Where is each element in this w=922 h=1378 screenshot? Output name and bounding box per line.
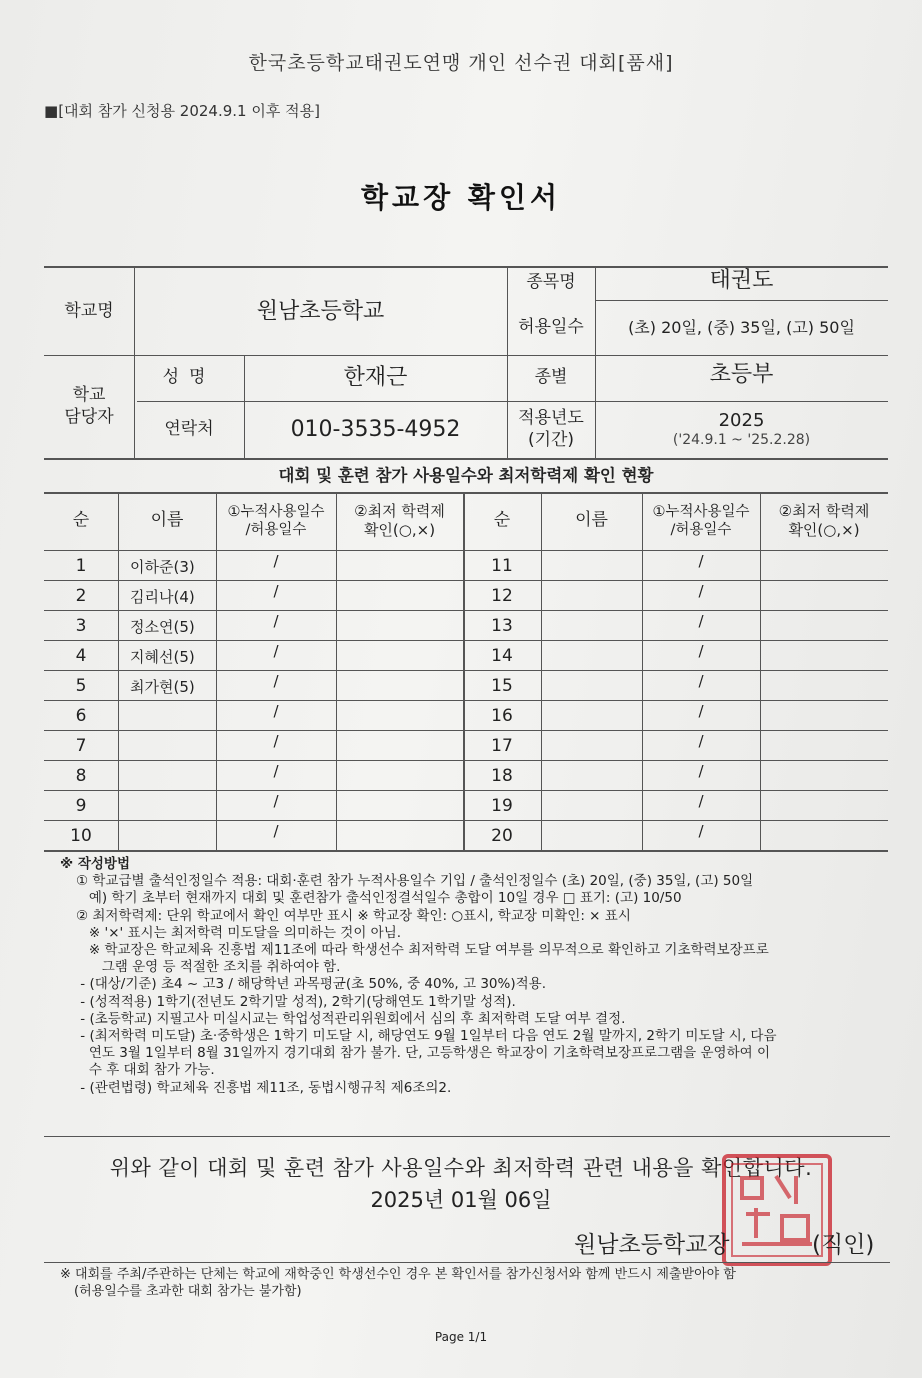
header-name: 이름 (575, 510, 608, 531)
row-name (541, 612, 642, 642)
row-academic (336, 642, 463, 672)
row-academic (336, 732, 463, 762)
header-no: 순 (493, 510, 511, 531)
category-value: 초등부 (709, 362, 774, 388)
row-days: / (273, 761, 279, 780)
row-days: / (273, 671, 279, 690)
row-days: / (698, 791, 704, 810)
year-period: ('24.9.1 ~ '25.2.28) (672, 432, 811, 448)
document-header: 한국초등학교태권도연맹 개인 선수권 대회[품새] (248, 52, 674, 74)
row-academic (336, 552, 463, 582)
row-name (118, 822, 216, 852)
row-no: 2 (75, 586, 87, 607)
row-no: 6 (75, 706, 87, 727)
row-no: 1 (75, 556, 87, 577)
row-days: / (698, 731, 704, 750)
year-label-line1: 적용년도 (518, 408, 584, 429)
row-no: 13 (491, 616, 513, 637)
row-days: / (273, 791, 279, 810)
row-name (118, 762, 216, 792)
header-name: 이름 (150, 510, 184, 531)
row-academic (336, 672, 463, 702)
principal-signature: 원남초등학교장 (574, 1232, 730, 1258)
row-academic (760, 552, 888, 582)
section-title: 대회 및 훈련 참가 사용일수와 최저학력제 확인 현황 (278, 465, 654, 485)
row-name (541, 732, 642, 762)
note-line: - (대상/기준) 초4 ~ 고3 / 해당학년 과목평균(초 50%, 중 40%, 고 30%)적용. (76, 976, 546, 993)
row-days: / (273, 581, 279, 600)
row-name: 이하준(3) (130, 557, 195, 576)
header-no: 순 (72, 510, 90, 531)
row-no: 20 (491, 826, 513, 847)
row-academic (760, 822, 888, 852)
row-name (541, 702, 642, 732)
note-line: 예) 학기 초부터 현재까지 대회 및 훈련참가 출석인정결석일수 총합이 10일 경우 □ 표기: (고) 10/50 (76, 890, 682, 907)
notes-title: ※ 작성방법 (60, 856, 130, 872)
allowed-days-value: (초) 20일, (중) 35일, (고) 50일 (628, 317, 855, 337)
category-label: 종별 (534, 367, 568, 388)
row-name (541, 672, 642, 702)
confirmation-text: 위와 같이 대회 및 훈련 참가 사용일수와 최저학력 관련 내용을 확인합니다. (109, 1156, 813, 1180)
row-days: / (273, 701, 279, 720)
row-academic (336, 612, 463, 642)
row-days: / (698, 821, 704, 840)
note-line: ※ 학교장은 학교체육 진흥법 제11조에 따라 학생선수 최저학력 도달 여부를 의무적으로 확인하고 기초학력보장프로 (76, 942, 769, 959)
row-academic (336, 702, 463, 732)
row-name: 정소연(5) (130, 617, 195, 636)
sport-value: 태권도 (709, 268, 774, 294)
row-no: 5 (75, 676, 87, 697)
footer-line1: ※ 대회를 주최/주관하는 단체는 학교에 재학중인 학생선수인 경우 본 확인서를 참가신청서와 함께 반드시 제출받아야 함 (60, 1267, 736, 1282)
row-days: / (698, 611, 704, 630)
row-academic (336, 792, 463, 822)
row-no: 16 (491, 706, 513, 727)
row-days: / (273, 641, 279, 660)
row-days: / (273, 731, 279, 750)
school-name-label: 학교명 (64, 300, 114, 321)
row-name (541, 582, 642, 612)
row-name (541, 822, 642, 852)
row-no: 7 (75, 736, 87, 757)
row-no: 14 (491, 646, 513, 667)
note-line: - (관련법령) 학교체육 진흥법 제11조, 동법시행규칙 제6조의2. (76, 1079, 452, 1096)
row-name (541, 792, 642, 822)
name-value: 한재근 (343, 365, 408, 391)
note-line: - (최저학력 미도달) 초·중학생은 1학기 미도달 시, 해당연도 9월 1일부터 다음 연도 2월 말까지, 2학기 미도달 시, 다음 (76, 1028, 777, 1045)
row-days: / (698, 761, 704, 780)
form-note: [대회 참가 신청용 2024.9.1 이후 적용] (58, 102, 320, 120)
row-name: 김리나(4) (130, 587, 195, 606)
manager-label-line2: 담당자 (64, 406, 114, 427)
note-line: ① 학교급별 출석인정일수 적용: 대회·훈련 참가 누적사용일수 기입 / 출석인정일수 (초) 20일, (중) 35일, (고) 50일 (76, 873, 754, 890)
row-days: / (698, 701, 704, 720)
seal-label: (직인) (812, 1232, 875, 1258)
sport-label: 종목명 (526, 272, 576, 293)
header-academic: ②최저 학력제 확인(○,×) (778, 502, 870, 539)
row-name (541, 762, 642, 792)
row-academic (760, 612, 888, 642)
row-name (541, 642, 642, 672)
year-value-main: 2025 (718, 409, 765, 431)
row-no: 19 (491, 796, 513, 817)
issue-date: 2025년 01월 06일 (370, 1188, 552, 1212)
note-line: ※ '×' 표시는 최저학력 미도달을 의미하는 것이 아님. (76, 924, 402, 941)
note-line: 그램 운영 등 적절한 조치를 취하여야 함. (76, 959, 341, 976)
writing-guide (62, 856, 862, 1097)
row-days: / (273, 551, 279, 570)
row-name (541, 552, 642, 582)
form-subtitle: ■[대회 참가 신청용 2024.9.1 이후 적용] (44, 102, 320, 120)
year-label-line2: (기간) (527, 429, 575, 450)
page-title: 학교장 확인서 (360, 181, 562, 214)
row-academic (760, 732, 888, 762)
contact-value: 010-3535-4952 (290, 416, 461, 442)
row-name: 최가현(5) (130, 677, 195, 696)
row-academic (760, 702, 888, 732)
row-academic (760, 642, 888, 672)
header-days: ①누적사용일수 /허용일수 (227, 503, 325, 538)
row-no: 11 (491, 556, 513, 577)
row-name: 지혜선(5) (130, 647, 195, 666)
row-name (118, 732, 216, 762)
row-no: 4 (75, 646, 87, 667)
allowed-days-label: 허용일수 (518, 316, 584, 337)
year-value (595, 401, 888, 458)
footer-line2: (허용일수를 초과한 대회 참가는 불가함) (74, 1284, 302, 1299)
row-days: / (698, 551, 704, 570)
row-no: 9 (75, 796, 87, 817)
row-academic (760, 582, 888, 612)
note-line: 연도 3월 1일부터 8월 31일까지 경기대회 참가 불가. 단, 고등학생은 학교장이 기초학력보장프로그램을 운영하여 이 (76, 1045, 770, 1062)
school-name-value: 원남초등학교 (256, 298, 385, 324)
page-number: Page 1/1 (434, 1330, 488, 1344)
row-academic (760, 672, 888, 702)
row-no: 12 (491, 586, 513, 607)
school-manager-label (44, 355, 134, 458)
note-line: ② 최저학력제: 단위 학교에서 확인 여부만 표시 ※ 학교장 확인: ○표시, 학교장 미확인: × 표시 (76, 907, 631, 924)
note-line: - (성적적용) 1학기(전년도 2학기말 성적), 2학기(당해연도 1학기말 성적). (76, 993, 516, 1010)
note-line: - (초등학교) 지필고사 미실시교는 학업성적관리위원회에서 심의 후 최저학력 도달 여부 결정. (76, 1010, 626, 1027)
row-academic (760, 762, 888, 792)
name-label: 성명 (162, 367, 216, 388)
row-days: / (273, 611, 279, 630)
note-line: 수 후 대회 참가 가능. (76, 1062, 215, 1079)
footer-note (60, 1266, 900, 1300)
row-no: 10 (70, 826, 92, 847)
row-academic (336, 762, 463, 792)
row-name (118, 702, 216, 732)
row-no: 3 (75, 616, 87, 637)
header-days: ①누적사용일수 /허용일수 (652, 503, 750, 538)
contact-label: 연락처 (164, 418, 214, 439)
row-days: / (273, 821, 279, 840)
row-academic (760, 792, 888, 822)
manager-label-line1: 학교 (72, 385, 106, 406)
row-academic (336, 582, 463, 612)
row-days: / (698, 671, 704, 690)
row-no: 17 (491, 736, 513, 757)
row-no: 15 (491, 676, 513, 697)
row-academic (336, 822, 463, 852)
row-days: / (698, 641, 704, 660)
row-name (118, 792, 216, 822)
row-no: 8 (75, 766, 87, 787)
header-academic: ②최저 학력제 확인(○,×) (354, 502, 445, 539)
notes-lines (62, 873, 862, 1097)
year-label (507, 401, 595, 458)
row-no: 18 (491, 766, 513, 787)
row-days: / (698, 581, 704, 600)
